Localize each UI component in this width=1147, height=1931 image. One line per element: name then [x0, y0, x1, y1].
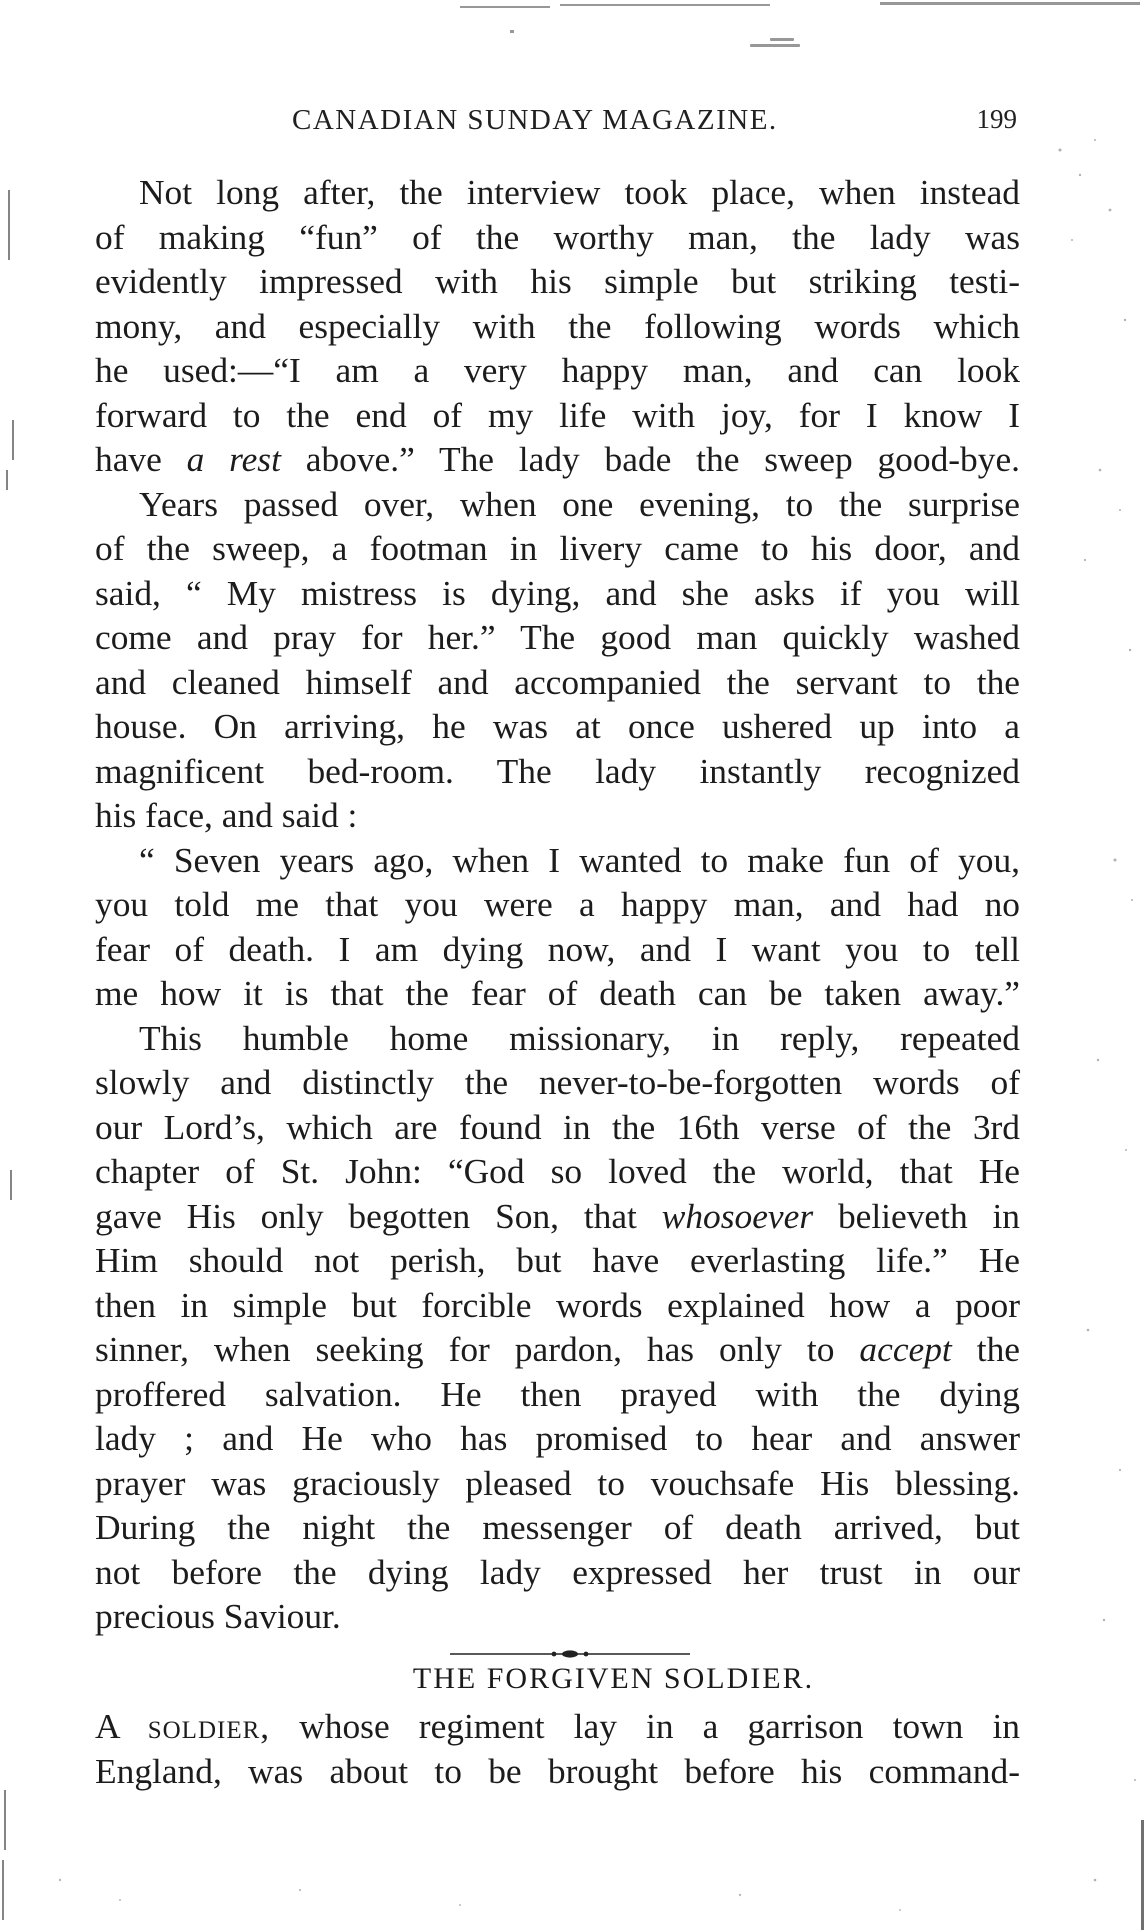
text-line: “ Seven years ago, when I wanted to make fun of you,	[139, 839, 1020, 880]
text-line	[95, 1194, 1020, 1239]
text-line: not before the dying lady expressed her trust in our	[95, 1551, 1020, 1592]
article-body	[95, 170, 1020, 1639]
section-heading	[0, 1662, 1147, 1696]
text-line: come and pray for her.” The good man quickly washed	[95, 617, 1020, 657]
text-line: of making “fun” of the worthy man, the lady was	[95, 216, 1020, 257]
text-line: said, “ My mistress is dying, and she asks if you will	[95, 572, 1020, 613]
text-line: precious Saviour.	[95, 1596, 341, 1636]
italic-run: a rest	[186, 439, 281, 479]
text-line: evidently impressed with his simple but striking testi-	[95, 261, 1020, 301]
text-line: This humble home missionary, in reply, repeated	[139, 1017, 1020, 1058]
text-run: have	[95, 439, 187, 479]
text-line: magnificent bed-room. The lady instantly recognized	[95, 750, 1020, 791]
text-line: he used:—“I am a very happy man, and can look	[95, 350, 1020, 390]
text-line: slowly and distinctly the never-to-be-forgotten words of	[95, 1062, 1020, 1102]
small-caps-run: soldier,	[147, 1706, 271, 1746]
text-run: sinner, when seeking for pardon, has only to	[95, 1329, 860, 1369]
page-number: 199	[976, 104, 1017, 134]
text-line	[95, 1704, 1020, 1749]
text-line: his face, and said :	[95, 795, 358, 835]
section-divider	[450, 1648, 690, 1660]
text-line: lady ; and He who has promised to hear and answer	[95, 1418, 1020, 1458]
text-line: mony, and especially with the following words which	[95, 305, 1020, 346]
text-line: proffered salvation. He then prayed with the dying	[95, 1373, 1020, 1414]
text-line: and cleaned himself and accompanied the servant to the	[95, 661, 1020, 702]
running-header	[292, 104, 1017, 144]
text-line: England, was about to be brought before his command-	[95, 1750, 1020, 1791]
text-line: prayer was graciously pleased to vouchsafe His blessing.	[95, 1462, 1020, 1503]
text-run: gave His only begotten Son, that	[95, 1195, 662, 1236]
paragraph	[95, 170, 1020, 482]
text-line	[95, 1327, 1020, 1372]
text-run: above.” The lady bade the sweep good-bye.	[280, 439, 1020, 479]
section-heading-text: THE FORGIVEN SOLDIER.	[412, 1662, 815, 1695]
text-run: believeth in	[813, 1195, 1021, 1236]
italic-run: accept	[859, 1329, 952, 1369]
running-title: CANADIAN SUNDAY MAGAZINE.	[292, 104, 778, 136]
text-line: our Lord’s, which are found in the 16th verse of the 3rd	[95, 1106, 1020, 1147]
text-line: house. On arriving, he was at once ushered up into a	[95, 706, 1020, 746]
text-line: Not long after, the interview took place, when instead	[139, 172, 1020, 212]
text-line: fear of death. I am dying now, and I want you to tell	[95, 928, 1020, 969]
paragraph	[95, 1016, 1020, 1639]
text-run: whose regiment lay in a garrison town in	[270, 1706, 1020, 1746]
paragraph	[95, 482, 1020, 838]
text-line: Years passed over, when one evening, to the surprise	[139, 483, 1020, 524]
text-line: Him should not perish, but have everlasting life.” He	[95, 1240, 1020, 1280]
text-line: me how it is that the fear of death can be taken away.”	[95, 973, 1020, 1013]
paragraph	[95, 838, 1020, 1016]
text-line: of the sweep, a footman in livery came to his door, and	[95, 528, 1020, 568]
section-body	[95, 1704, 1020, 1793]
italic-run: whosoever	[661, 1195, 814, 1236]
text-line: During the night the messenger of death arrived, but	[95, 1507, 1020, 1547]
text-line: then in simple but forcible words explained how a poor	[95, 1284, 1020, 1325]
text-line: you told me that you were a happy man, and had no	[95, 884, 1020, 924]
text-line: chapter of St. John: “God so loved the world, that He	[95, 1151, 1020, 1191]
text-line	[95, 437, 1020, 482]
text-line: forward to the end of my life with joy, for I know I	[95, 394, 1020, 435]
text-run: A	[95, 1706, 148, 1746]
text-run: the	[951, 1329, 1020, 1369]
